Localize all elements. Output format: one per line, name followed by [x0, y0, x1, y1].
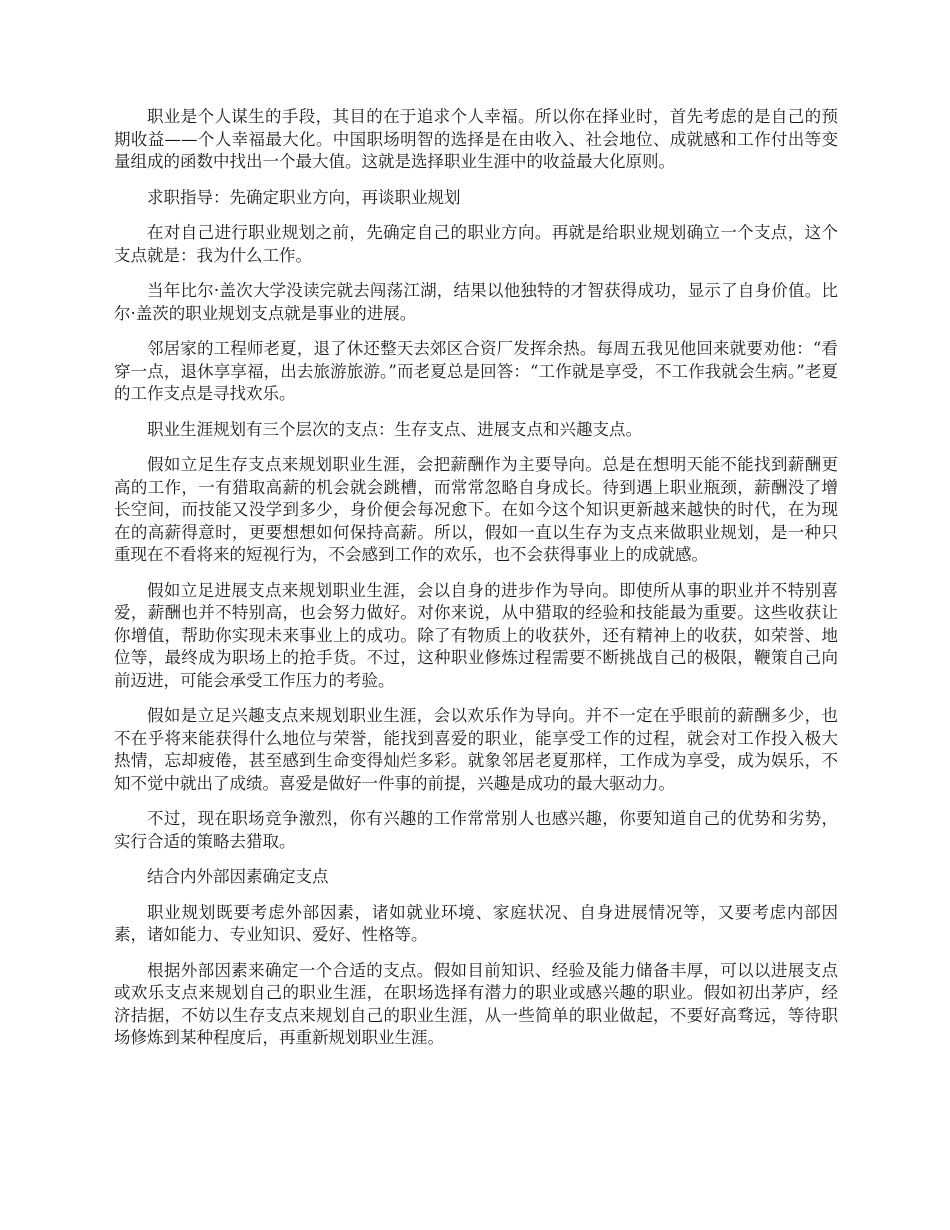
- paragraph-career-direction: 在对自己进行职业规划之前，先确定自己的职业方向。再就是给职业规划确立一个支点，这个支点就是：我为什么工作。: [114, 223, 838, 265]
- paragraph-intro: 职业是个人谋生的手段，其目的在于追求个人幸福。所以你在择业时，首先考虑的是自己的预期收益——个人幸福最大化。中国职场明智的选择是在由收入、社会地位、成就感和工作付出等变量组成的函数中找出一个最大值。这就是选择职业生涯中的收益最大化原则。: [114, 107, 838, 171]
- paragraph-competition: 不过，现在职场竞争激烈，你有兴趣的工作常常别人也感兴趣，你要知道自己的优势和劣势，实行合适的策略去猎取。: [114, 809, 838, 851]
- section-heading-internal-external: 结合内外部因素确定支点: [147, 867, 329, 886]
- paragraph-factors: 职业规划既要考虑外部因素，诸如就业环境、家庭状况、自身进展情况等，又要考虑内部因素，诸如能力、专业知识、爱好、性格等。: [114, 902, 838, 944]
- paragraph-development-pivot: 假如立足进展支点来规划职业生涯，会以自身的进步作为导向。即使所从事的职业并不特别喜爱，薪酬也并不特别高，也会努力做好。对你来说，从中猎取的经验和技能最为重要。这些收获让你增值，帮助你实现未来事业上的成功。除了有物质上的收获外，还有精神上的收获，如荣誉、地位等，最终成为职场上的抢手货。不过，这种职业修炼过程需要不断挑战自己的极限，鞭策自己向前迈进，可能会承受工作压力的考验。: [114, 580, 838, 690]
- paragraph-survival-pivot: 假如立足生存支点来规划职业生涯，会把薪酬作为主要导向。总是在想明天能不能找到薪酬更高的工作，一有猎取高薪的机会就会跳槽，而常常忽略自身成长。待到遇上职业瓶颈，薪酬没了增长空间，而技能又没学到多少，身价便会每况愈下。在如今这个知识更新越来越快的时代，在为现在的高薪得意时，更要想想如何保持高薪。所以，假如一直以生存为支点来做职业规划，是一种只重现在不看将来的短视行为，不会感到工作的欢乐，也不会获得事业上的成就感。: [114, 455, 838, 564]
- paragraph-bill-gates: 当年比尔·盖次大学没读完就去闯荡江湖，结果以他独特的才智获得成功，显示了自身价值。比尔·盖茨的职业规划支点就是事业的进展。: [114, 281, 838, 323]
- paragraph-interest-pivot: 假如是立足兴趣支点来规划职业生涯，会以欢乐作为导向。并不一定在乎眼前的薪酬多少，也不在乎将来能获得什么地位与荣誉，能找到喜爱的职业，能享受工作的过程，就会对工作投入极大热情，忘却疲倦，甚至感到生命变得灿烂多彩。就象邻居老夏那样，工作成为享受，成为娱乐，不知不觉中就出了成绩。喜爱是做好一件事的前提，兴趣是成功的最大驱动力。: [114, 706, 838, 793]
- paragraph-conclusion: 根据外部因素来确定一个合适的支点。假如目前知识、经验及能力储备丰厚，可以以进展支点或欢乐支点来规划自己的职业生涯，在职场选择有潜力的职业或感兴趣的职业。假如初出茅庐，经济拮据，不妨以生存支点来规划自己的职业生涯，从一些简单的职业做起，不要好高骛远，等待职场修炼到某种程度后，再重新规划职业生涯。: [114, 960, 838, 1047]
- document-body: [114, 106, 838, 1063]
- section-heading-career-direction: 求职指导：先确定职业方向，再谈职业规划: [147, 187, 461, 207]
- paragraph-three-pivots: 职业生涯规划有三个层次的支点：生存支点、进展支点和兴趣支点。: [147, 419, 642, 439]
- paragraph-neighbor-xia: 邻居家的工程师老夏，退了休还整天去郊区合资厂发挥余热。每周五我见他回来就要劝他：“看穿一点，退休享享福，出去旅游旅游。”而老夏总是回答：“工作就是享受，不工作我就会生病。”老夏的工作支点是寻找欢乐。: [114, 339, 838, 403]
